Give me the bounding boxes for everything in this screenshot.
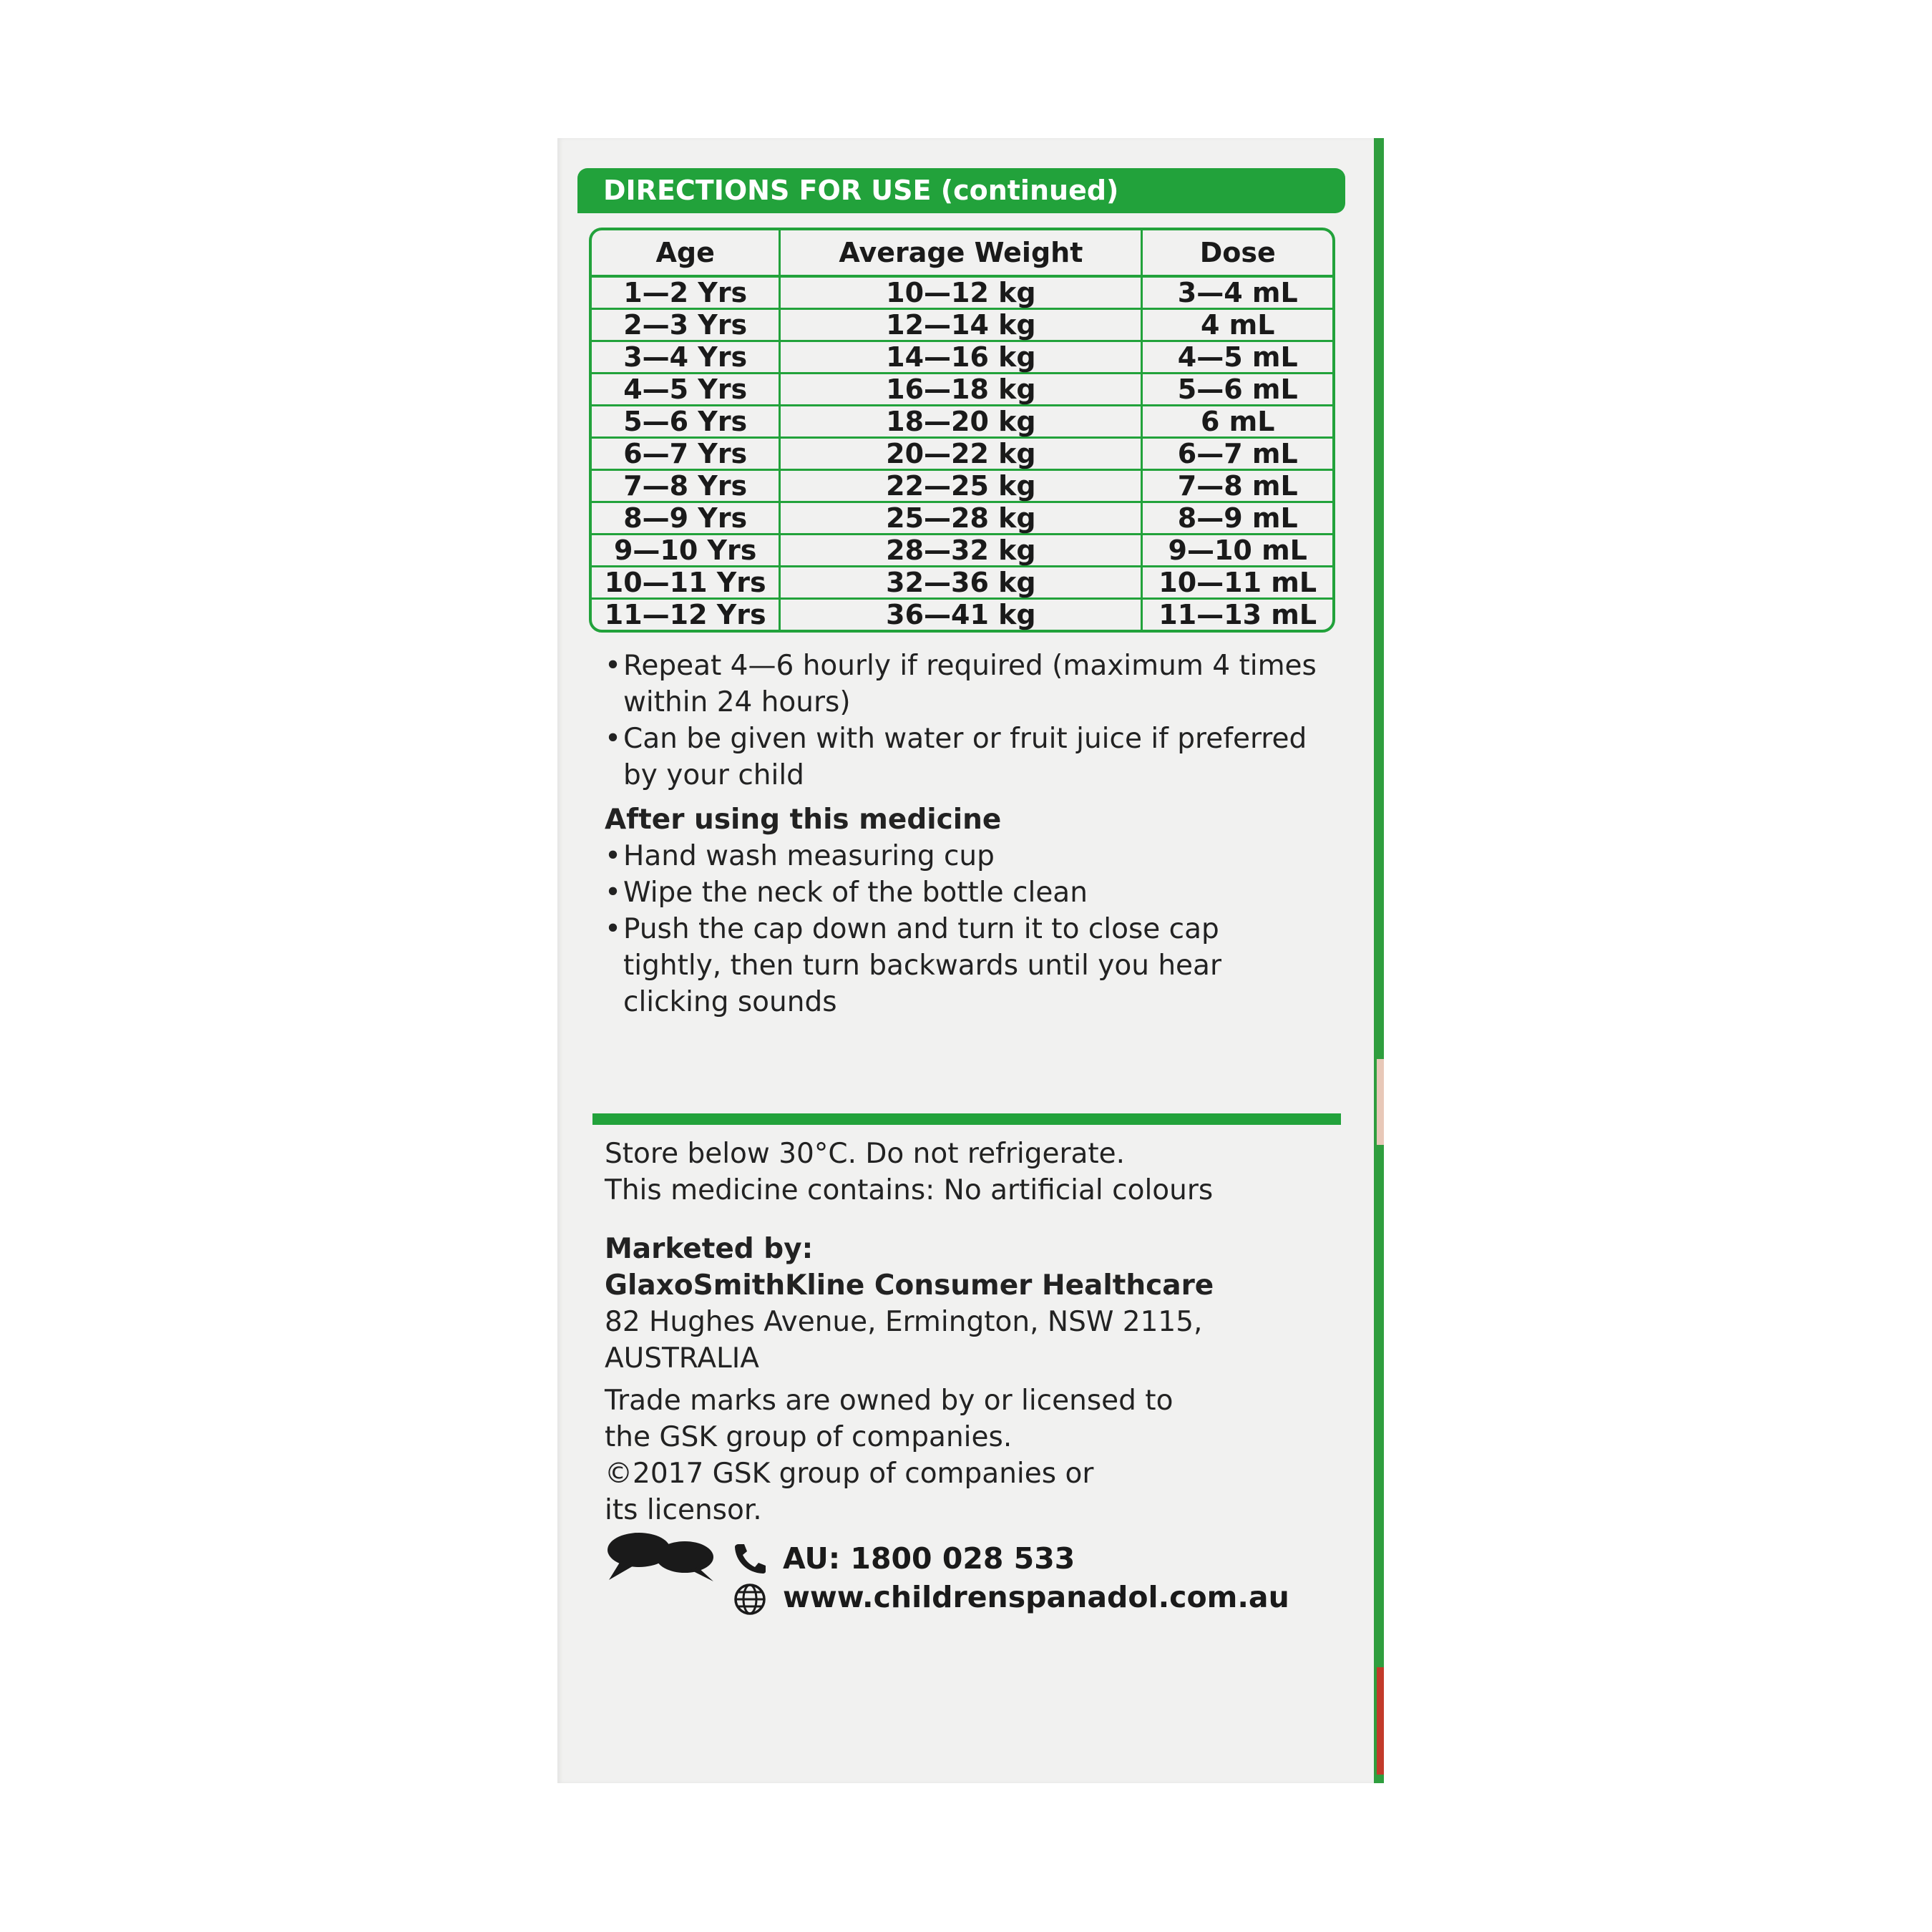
marketer-address-line: 82 Hughes Avenue, Ermington, NSW 2115, (605, 1306, 1203, 1338)
copyright-line: ©2017 GSK group of companies or (605, 1458, 1094, 1490)
age-cell: 9—10 Yrs (592, 535, 781, 567)
after-use-title: After using this medicine (605, 804, 1002, 836)
trademark-line: Trade marks are owned by or licensed to (605, 1385, 1174, 1417)
dose-cell: 6—7 mL (1143, 439, 1332, 471)
weight-cell: 22—25 kg (781, 471, 1143, 503)
dose-cell: 8—9 mL (1143, 503, 1332, 535)
column-header-weight: Average Weight (781, 230, 1143, 278)
after-use-item (605, 874, 1221, 911)
marketer-address-line: AUSTRALIA (605, 1342, 759, 1375)
table-row (592, 471, 1332, 503)
age-cell: 1—2 Yrs (592, 278, 781, 310)
age-cell: 4—5 Yrs (592, 374, 781, 406)
storage-line: Store below 30°C. Do not refrigerate. (605, 1138, 1126, 1170)
after-use-line: • Push the cap down and turn it to close cap (623, 913, 1219, 945)
age-cell: 2—3 Yrs (592, 310, 781, 342)
marketer-info (605, 1231, 1214, 1377)
storage-info (605, 1136, 1213, 1209)
after-use-line: clicking sounds (623, 986, 837, 1018)
section-divider (592, 1113, 1341, 1125)
table-row (592, 406, 1332, 439)
table-row (592, 535, 1332, 567)
after-use-item (605, 838, 1221, 874)
dosage-table (589, 228, 1335, 633)
after-use-line: • Wipe the neck of the bottle clean (623, 877, 1088, 909)
dose-cell: 9—10 mL (1143, 535, 1332, 567)
weight-cell: 20—22 kg (781, 439, 1143, 471)
speech-bubbles-icon (605, 1530, 718, 1583)
table-row (592, 278, 1332, 310)
table-row (592, 374, 1332, 406)
note-line: within 24 hours) (623, 686, 851, 718)
dose-cell: 11—13 mL (1158, 599, 1317, 630)
package-side-graphic-red (1377, 1667, 1384, 1775)
dose-cell: 6 mL (1143, 406, 1332, 439)
age-cell: 3—4 Yrs (592, 342, 781, 374)
dose-cell: 7—8 mL (1143, 471, 1332, 503)
dose-cell: 5—6 mL (1143, 374, 1332, 406)
column-header-dose: Dose (1143, 230, 1332, 278)
package-side-graphic (1377, 1059, 1384, 1145)
marketer-company: GlaxoSmithKline Consumer Healthcare (605, 1269, 1214, 1302)
age-cell: 5—6 Yrs (592, 406, 781, 439)
marketer-label: Marketed by: (605, 1233, 814, 1265)
weight-cell: 14—16 kg (781, 342, 1143, 374)
weight-cell: 18—20 kg (781, 406, 1143, 439)
after-use-line: tightly, then turn backwards until you hear (623, 950, 1221, 982)
note-line: • Can be given with water or fruit juice if preferred (623, 723, 1307, 755)
globe-icon (733, 1582, 767, 1616)
dosage-notes (605, 648, 1317, 794)
note-line: • Repeat 4—6 hourly if required (maximum 4 times (623, 650, 1317, 682)
note-item (605, 721, 1317, 794)
phone-icon (733, 1543, 767, 1574)
column-header-age: Age (592, 230, 781, 278)
table-row (592, 310, 1332, 342)
after-use-section (605, 801, 1221, 1020)
dose-cell: 3—4 mL (1143, 278, 1332, 310)
age-cell: 11—12 Yrs (592, 600, 781, 630)
ingredients-line: This medicine contains: No artificial colours (605, 1174, 1214, 1206)
age-cell: 6—7 Yrs (592, 439, 781, 471)
table-header-row (592, 230, 1332, 278)
dose-cell: 4 mL (1143, 310, 1332, 342)
age-cell: 10—11 Yrs (592, 567, 781, 600)
age-cell: 7—8 Yrs (592, 471, 781, 503)
dose-cell: 4—5 mL (1143, 342, 1332, 374)
weight-cell: 10—12 kg (781, 278, 1143, 310)
table-row (592, 439, 1332, 471)
weight-cell: 28—32 kg (781, 535, 1143, 567)
weight-cell: 32—36 kg (781, 567, 1143, 600)
after-use-item (605, 911, 1221, 1020)
trademark-notice (605, 1382, 1173, 1528)
copyright-line: its licensor. (605, 1494, 762, 1526)
weight-cell: 36—41 kg (781, 600, 1143, 630)
table-row (592, 503, 1332, 535)
website-url: www.childrenspanadol.com.au (783, 1580, 1289, 1614)
after-use-line: • Hand wash measuring cup (623, 840, 995, 872)
table-row (592, 600, 1332, 630)
trademark-line: the GSK group of companies. (605, 1421, 1013, 1453)
package-side-edge (1374, 138, 1384, 1783)
phone-number: AU: 1800 028 533 (783, 1541, 1075, 1576)
table-row (592, 567, 1332, 600)
directions-header: DIRECTIONS FOR USE (continued) (577, 168, 1345, 213)
note-line: by your child (623, 759, 804, 791)
table-row (592, 342, 1332, 374)
weight-cell: 16—18 kg (781, 374, 1143, 406)
age-cell: 8—9 Yrs (592, 503, 781, 535)
weight-cell: 25—28 kg (781, 503, 1143, 535)
weight-cell: 12—14 kg (781, 310, 1143, 342)
dose-cell: 10—11 mL (1143, 567, 1332, 600)
note-item (605, 648, 1317, 721)
